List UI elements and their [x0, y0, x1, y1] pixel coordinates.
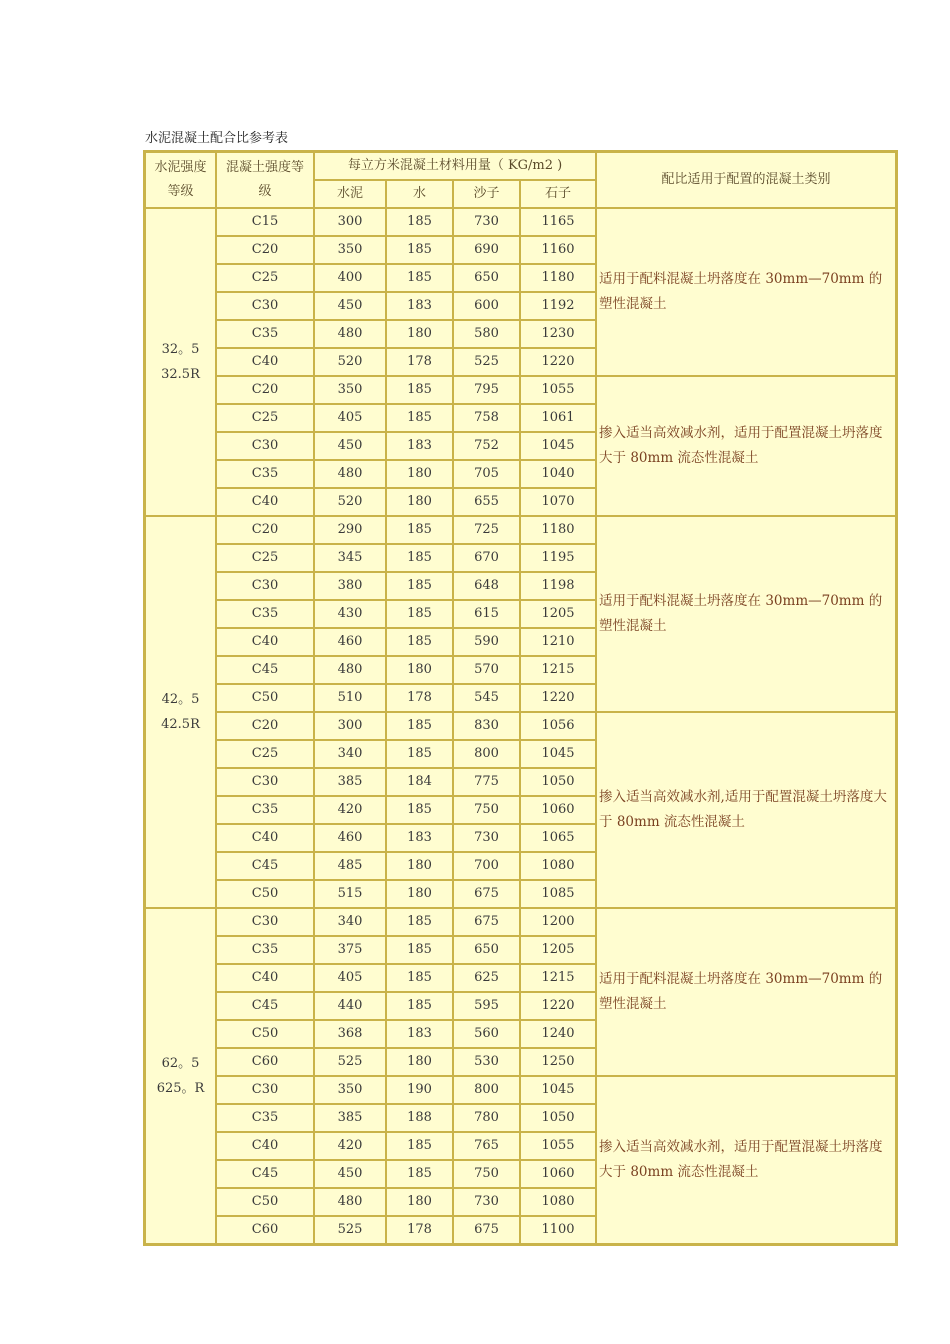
concrete-grade-cell: C40: [216, 628, 314, 656]
water-amount-cell: 185: [386, 1132, 453, 1160]
cement-amount-cell: 510: [314, 684, 386, 712]
water-amount-cell: 185: [386, 936, 453, 964]
concrete-grade-cell: C45: [216, 992, 314, 1020]
sand-amount-cell: 648: [453, 572, 520, 600]
water-amount-cell: 180: [386, 1188, 453, 1216]
water-amount-cell: 185: [386, 992, 453, 1020]
sand-amount-cell: 700: [453, 852, 520, 880]
water-amount-cell: 180: [386, 320, 453, 348]
concrete-grade-cell: C30: [216, 292, 314, 320]
stone-amount-cell: 1160: [520, 236, 596, 264]
concrete-grade-cell: C35: [216, 1104, 314, 1132]
concrete-grade-cell: C30: [216, 768, 314, 796]
concrete-grade-cell: C30: [216, 908, 314, 936]
table-row: [145, 208, 896, 236]
water-amount-cell: 183: [386, 432, 453, 460]
concrete-grade-cell: C50: [216, 1188, 314, 1216]
concrete-grade-cell: C40: [216, 488, 314, 516]
sand-amount-cell: 750: [453, 1160, 520, 1188]
stone-amount-cell: 1050: [520, 768, 596, 796]
sand-amount-cell: 765: [453, 1132, 520, 1160]
sand-amount-cell: 830: [453, 712, 520, 740]
sand-amount-cell: 625: [453, 964, 520, 992]
water-amount-cell: 190: [386, 1076, 453, 1104]
concrete-grade-cell: C25: [216, 404, 314, 432]
cement-amount-cell: 385: [314, 1104, 386, 1132]
concrete-grade-cell: C20: [216, 376, 314, 404]
concrete-grade-cell: C20: [216, 236, 314, 264]
stone-amount-cell: 1045: [520, 1076, 596, 1104]
cement-amount-cell: 420: [314, 796, 386, 824]
concrete-grade-cell: C30: [216, 1076, 314, 1104]
table-row: [145, 516, 896, 544]
water-amount-cell: 185: [386, 264, 453, 292]
cement-amount-cell: 450: [314, 1160, 386, 1188]
cement-amount-cell: 368: [314, 1020, 386, 1048]
water-amount-cell: 178: [386, 1216, 453, 1244]
water-amount-cell: 184: [386, 768, 453, 796]
water-amount-cell: 185: [386, 1160, 453, 1188]
stone-amount-cell: 1215: [520, 656, 596, 684]
sand-amount-cell: 730: [453, 208, 520, 236]
water-amount-cell: 183: [386, 292, 453, 320]
sand-amount-cell: 650: [453, 264, 520, 292]
sand-amount-cell: 795: [453, 376, 520, 404]
table-row: [145, 1076, 896, 1104]
stone-amount-cell: 1060: [520, 796, 596, 824]
sand-amount-cell: 675: [453, 880, 520, 908]
stone-amount-cell: 1195: [520, 544, 596, 572]
header-water: 水: [386, 180, 453, 208]
cement-amount-cell: 375: [314, 936, 386, 964]
category-note-cell: 掺入适当高效减水剂，适用于配置混凝土坍落度大于 80mm 流态性混凝土: [596, 376, 896, 516]
stone-amount-cell: 1080: [520, 1188, 596, 1216]
water-amount-cell: 178: [386, 684, 453, 712]
category-note-cell: 掺入适当高效减水剂,适用于配置混凝土坍落度大于 80mm 流态性混凝土: [596, 712, 896, 908]
concrete-grade-cell: C50: [216, 880, 314, 908]
stone-amount-cell: 1055: [520, 1132, 596, 1160]
sand-amount-cell: 560: [453, 1020, 520, 1048]
concrete-grade-cell: C50: [216, 1020, 314, 1048]
water-amount-cell: 183: [386, 1020, 453, 1048]
cement-amount-cell: 450: [314, 292, 386, 320]
cement-amount-cell: 480: [314, 460, 386, 488]
stone-amount-cell: 1220: [520, 348, 596, 376]
stone-amount-cell: 1165: [520, 208, 596, 236]
sand-amount-cell: 525: [453, 348, 520, 376]
concrete-grade-cell: C40: [216, 964, 314, 992]
sand-amount-cell: 655: [453, 488, 520, 516]
concrete-grade-cell: C45: [216, 656, 314, 684]
sand-amount-cell: 615: [453, 600, 520, 628]
water-amount-cell: 183: [386, 824, 453, 852]
water-amount-cell: 185: [386, 516, 453, 544]
stone-amount-cell: 1040: [520, 460, 596, 488]
cement-amount-cell: 340: [314, 908, 386, 936]
cement-amount-cell: 525: [314, 1216, 386, 1244]
water-amount-cell: 180: [386, 488, 453, 516]
concrete-grade-cell: C25: [216, 264, 314, 292]
concrete-grade-cell: C30: [216, 432, 314, 460]
concrete-grade-cell: C60: [216, 1048, 314, 1076]
table-row: [145, 376, 896, 404]
mix-ratio-table: [143, 150, 898, 1246]
header-stone: 石子: [520, 180, 596, 208]
water-amount-cell: 185: [386, 404, 453, 432]
concrete-grade-cell: C45: [216, 852, 314, 880]
sand-amount-cell: 670: [453, 544, 520, 572]
concrete-grade-cell: C35: [216, 600, 314, 628]
sand-amount-cell: 752: [453, 432, 520, 460]
stone-amount-cell: 1192: [520, 292, 596, 320]
cement-amount-cell: 300: [314, 712, 386, 740]
cement-grade-cell: 62。5 625。R: [145, 908, 216, 1244]
sand-amount-cell: 675: [453, 908, 520, 936]
water-amount-cell: 185: [386, 208, 453, 236]
category-note-cell: 掺入适当高效减水剂，适用于配置混凝土坍落度大于 80mm 流态性混凝土: [596, 1076, 896, 1244]
stone-amount-cell: 1198: [520, 572, 596, 600]
stone-amount-cell: 1100: [520, 1216, 596, 1244]
sand-amount-cell: 730: [453, 1188, 520, 1216]
stone-amount-cell: 1205: [520, 936, 596, 964]
water-amount-cell: 185: [386, 796, 453, 824]
concrete-grade-cell: C35: [216, 320, 314, 348]
header-concrete-grade: 混凝土强度等 级: [216, 152, 314, 208]
concrete-grade-cell: C30: [216, 572, 314, 600]
water-amount-cell: 188: [386, 1104, 453, 1132]
cement-amount-cell: 485: [314, 852, 386, 880]
stone-amount-cell: 1180: [520, 264, 596, 292]
stone-amount-cell: 1205: [520, 600, 596, 628]
concrete-grade-cell: C25: [216, 544, 314, 572]
concrete-grade-cell: C20: [216, 516, 314, 544]
cement-amount-cell: 385: [314, 768, 386, 796]
cement-amount-cell: 300: [314, 208, 386, 236]
stone-amount-cell: 1250: [520, 1048, 596, 1076]
stone-amount-cell: 1230: [520, 320, 596, 348]
water-amount-cell: 185: [386, 712, 453, 740]
table-row: [145, 908, 896, 936]
cement-amount-cell: 460: [314, 824, 386, 852]
water-amount-cell: 185: [386, 628, 453, 656]
category-note-cell: 适用于配料混凝土坍落度在 30mm—70mm 的塑性混凝土: [596, 208, 896, 376]
stone-amount-cell: 1210: [520, 628, 596, 656]
cement-amount-cell: 420: [314, 1132, 386, 1160]
sand-amount-cell: 780: [453, 1104, 520, 1132]
cement-grade-cell: 32。5 32.5R: [145, 208, 216, 516]
header-category: 配比适用于配置的混凝土类别: [596, 152, 896, 208]
sand-amount-cell: 758: [453, 404, 520, 432]
stone-amount-cell: 1050: [520, 1104, 596, 1132]
cement-amount-cell: 340: [314, 740, 386, 768]
stone-amount-cell: 1220: [520, 684, 596, 712]
concrete-grade-cell: C15: [216, 208, 314, 236]
stone-amount-cell: 1061: [520, 404, 596, 432]
cement-amount-cell: 480: [314, 320, 386, 348]
water-amount-cell: 180: [386, 460, 453, 488]
cement-amount-cell: 350: [314, 1076, 386, 1104]
cement-amount-cell: 440: [314, 992, 386, 1020]
stone-amount-cell: 1056: [520, 712, 596, 740]
sand-amount-cell: 590: [453, 628, 520, 656]
water-amount-cell: 185: [386, 376, 453, 404]
stone-amount-cell: 1065: [520, 824, 596, 852]
concrete-grade-cell: C40: [216, 348, 314, 376]
cement-amount-cell: 400: [314, 264, 386, 292]
cement-amount-cell: 380: [314, 572, 386, 600]
sand-amount-cell: 725: [453, 516, 520, 544]
cement-amount-cell: 405: [314, 404, 386, 432]
stone-amount-cell: 1055: [520, 376, 596, 404]
sand-amount-cell: 690: [453, 236, 520, 264]
sand-amount-cell: 530: [453, 1048, 520, 1076]
water-amount-cell: 185: [386, 572, 453, 600]
water-amount-cell: 185: [386, 544, 453, 572]
concrete-grade-cell: C40: [216, 824, 314, 852]
cement-amount-cell: 290: [314, 516, 386, 544]
sand-amount-cell: 800: [453, 740, 520, 768]
water-amount-cell: 185: [386, 964, 453, 992]
concrete-grade-cell: C25: [216, 740, 314, 768]
water-amount-cell: 180: [386, 1048, 453, 1076]
sand-amount-cell: 675: [453, 1216, 520, 1244]
concrete-grade-cell: C35: [216, 796, 314, 824]
cement-amount-cell: 350: [314, 376, 386, 404]
water-amount-cell: 185: [386, 908, 453, 936]
cement-amount-cell: 520: [314, 348, 386, 376]
stone-amount-cell: 1085: [520, 880, 596, 908]
water-amount-cell: 180: [386, 852, 453, 880]
stone-amount-cell: 1215: [520, 964, 596, 992]
cement-grade-cell: 42。5 42.5R: [145, 516, 216, 908]
category-note-cell: 适用于配料混凝土坍落度在 30mm—70mm 的塑性混凝土: [596, 908, 896, 1076]
water-amount-cell: 178: [386, 348, 453, 376]
sand-amount-cell: 595: [453, 992, 520, 1020]
cement-amount-cell: 525: [314, 1048, 386, 1076]
table-row: [145, 712, 896, 740]
stone-amount-cell: 1200: [520, 908, 596, 936]
header-cement: 水泥: [314, 180, 386, 208]
header-sand: 沙子: [453, 180, 520, 208]
water-amount-cell: 185: [386, 236, 453, 264]
concrete-grade-cell: C35: [216, 936, 314, 964]
cement-amount-cell: 405: [314, 964, 386, 992]
water-amount-cell: 185: [386, 740, 453, 768]
water-amount-cell: 180: [386, 880, 453, 908]
water-amount-cell: 180: [386, 656, 453, 684]
sand-amount-cell: 730: [453, 824, 520, 852]
sand-amount-cell: 650: [453, 936, 520, 964]
cement-amount-cell: 480: [314, 1188, 386, 1216]
cement-amount-cell: 450: [314, 432, 386, 460]
cement-amount-cell: 520: [314, 488, 386, 516]
header-cement-grade: 水泥强度 等级: [145, 152, 216, 208]
stone-amount-cell: 1070: [520, 488, 596, 516]
concrete-grade-cell: C50: [216, 684, 314, 712]
cement-amount-cell: 460: [314, 628, 386, 656]
cement-amount-cell: 345: [314, 544, 386, 572]
sand-amount-cell: 545: [453, 684, 520, 712]
cement-amount-cell: 350: [314, 236, 386, 264]
concrete-grade-cell: C20: [216, 712, 314, 740]
stone-amount-cell: 1180: [520, 516, 596, 544]
document-title: 水泥混凝土配合比参考表: [145, 131, 289, 146]
cement-amount-cell: 480: [314, 656, 386, 684]
header-row: [145, 152, 896, 180]
sand-amount-cell: 775: [453, 768, 520, 796]
sand-amount-cell: 800: [453, 1076, 520, 1104]
sand-amount-cell: 580: [453, 320, 520, 348]
stone-amount-cell: 1045: [520, 432, 596, 460]
sand-amount-cell: 570: [453, 656, 520, 684]
category-note-cell: 适用于配料混凝土坍落度在 30mm—70mm 的塑性混凝土: [596, 516, 896, 712]
concrete-grade-cell: C45: [216, 1160, 314, 1188]
stone-amount-cell: 1080: [520, 852, 596, 880]
concrete-grade-cell: C60: [216, 1216, 314, 1244]
cement-amount-cell: 515: [314, 880, 386, 908]
stone-amount-cell: 1045: [520, 740, 596, 768]
sand-amount-cell: 600: [453, 292, 520, 320]
concrete-grade-cell: C35: [216, 460, 314, 488]
stone-amount-cell: 1240: [520, 1020, 596, 1048]
cement-amount-cell: 430: [314, 600, 386, 628]
concrete-grade-cell: C40: [216, 1132, 314, 1160]
header-material-usage: 每立方米混凝土材料用量（ KG/m2 ): [314, 152, 596, 180]
sand-amount-cell: 705: [453, 460, 520, 488]
sand-amount-cell: 750: [453, 796, 520, 824]
stone-amount-cell: 1220: [520, 992, 596, 1020]
stone-amount-cell: 1060: [520, 1160, 596, 1188]
water-amount-cell: 185: [386, 600, 453, 628]
